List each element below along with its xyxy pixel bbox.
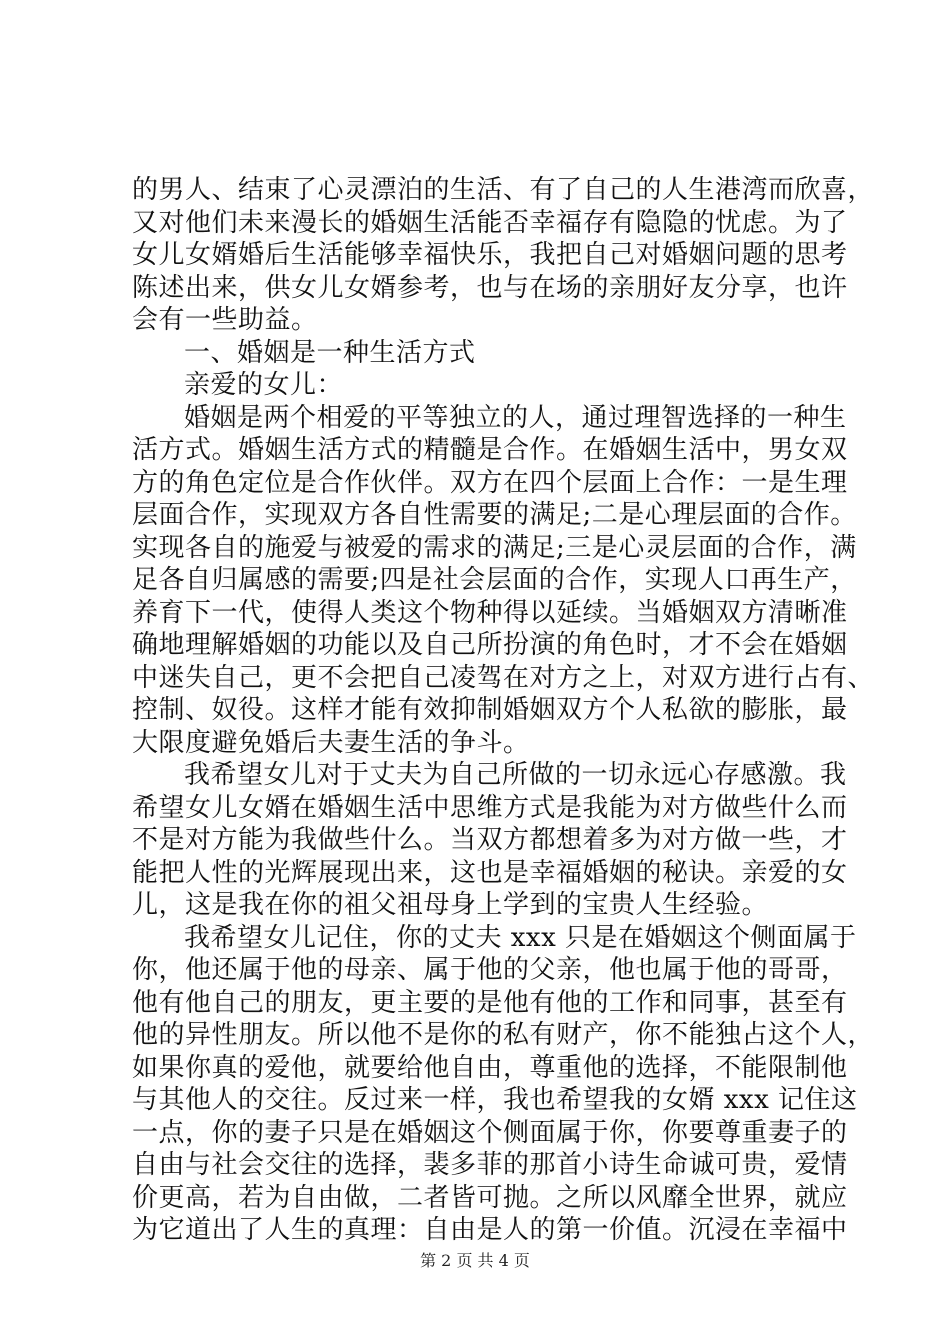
text-line: 自由与社会交往的选择，裴多菲的那首小诗生命诚可贵，爱情 (132, 1150, 848, 1180)
salutation: 亲爱的女儿： (184, 370, 344, 400)
text-line: 与其他人的交往。反过来一样，我也希望我的女婿 xxx 记住这 (132, 1085, 858, 1115)
text-line: 层面合作，实现双方各自性需要的满足;二是心理层面的合作。 (132, 500, 857, 530)
text-line: 一点，你的妻子只是在婚姻这个侧面属于你，你要尊重妻子的 (132, 1117, 848, 1148)
text-line: 价更高，若为自由做，二者皆可抛。之所以风靡全世界，就应 (132, 1182, 848, 1213)
text-line: 确地理解婚姻的功能以及自己所扮演的角色时，才不会在婚姻 (132, 630, 848, 660)
text-line: 女儿女婿婚后生活能够幸福快乐，我把自己对婚姻问题的思考 (132, 240, 848, 270)
page-number: 第 2 页 共 4 页 (420, 1251, 530, 1270)
text-line: 为它道出了人生的真理：自由是人的第一价值。沉浸在幸福中 (132, 1215, 848, 1245)
text-line: 养育下一代，使得人类这个物种得以延续。当婚姻双方清晰准 (132, 597, 848, 628)
text-line: 实现各自的施爱与被爱的需求的满足;三是心灵层面的合作，满 (132, 532, 857, 563)
text-line: 方的角色定位是合作伙伴。双方在四个层面上合作：一是生理 (132, 467, 848, 498)
text-line: 又对他们未来漫长的婚姻生活能否幸福存有隐隐的忧虑。为了 (132, 207, 848, 238)
text-line: 大限度避免婚后夫妻生活的争斗。 (132, 727, 530, 758)
text-line: 我希望女儿对于丈夫为自己所做的一切永远心存感激。我 (184, 760, 847, 790)
text-line: 儿，这是我在你的祖父祖母身上学到的宝贵人生经验。 (132, 890, 769, 920)
page-footer (0, 1251, 950, 1271)
document-body (132, 174, 875, 1247)
text-line: 的男人、结束了心灵漂泊的生活、有了自己的人生港湾而欣喜， (132, 175, 875, 205)
text-line: 控制、奴役。这样才能有效抑制婚姻双方个人私欲的膨胀，最 (132, 695, 848, 725)
text-line: 如果你真的爱他，就要给他自由，尊重他的选择，不能限制他 (132, 1052, 848, 1083)
text-line: 能把人性的光辉展现出来，这也是幸福婚姻的秘诀。亲爱的女 (132, 857, 848, 888)
text-line: 我希望女儿记住，你的丈夫 xxx 只是在婚姻这个侧面属于 (184, 922, 857, 953)
text-line: 你，他还属于他的母亲、属于他的父亲，他也属于他的哥哥， (132, 955, 848, 985)
text-line: 不是对方能为我做些什么。当双方都想着多为对方做一些，才 (132, 825, 848, 855)
text-line: 希望女儿女婿在婚姻生活中思维方式是我能为对方做些什么而 (132, 792, 848, 823)
text-line: 他的异性朋友。所以他不是你的私有财产，你不能独占这个人， (132, 1020, 875, 1050)
text-line: 陈述出来，供女儿女婿参考，也与在场的亲朋好友分享，也许 (132, 272, 848, 303)
text-line: 会有一些助益。 (132, 305, 318, 335)
text-line: 足各自归属感的需要;四是社会层面的合作，实现人口再生产， (132, 565, 857, 595)
text-line: 婚姻是两个相爱的平等独立的人，通过理智选择的一种生 (184, 402, 847, 433)
text-line: 活方式。婚姻生活方式的精髓是合作。在婚姻生活中，男女双 (132, 435, 848, 465)
text-line: 他有他自己的朋友，更主要的是他有他的工作和同事，甚至有 (132, 987, 848, 1018)
text-line: 中迷失自己，更不会把自己凌驾在对方之上，对双方进行占有、 (132, 662, 875, 693)
section-heading: 一、婚姻是一种生活方式 (184, 337, 476, 368)
